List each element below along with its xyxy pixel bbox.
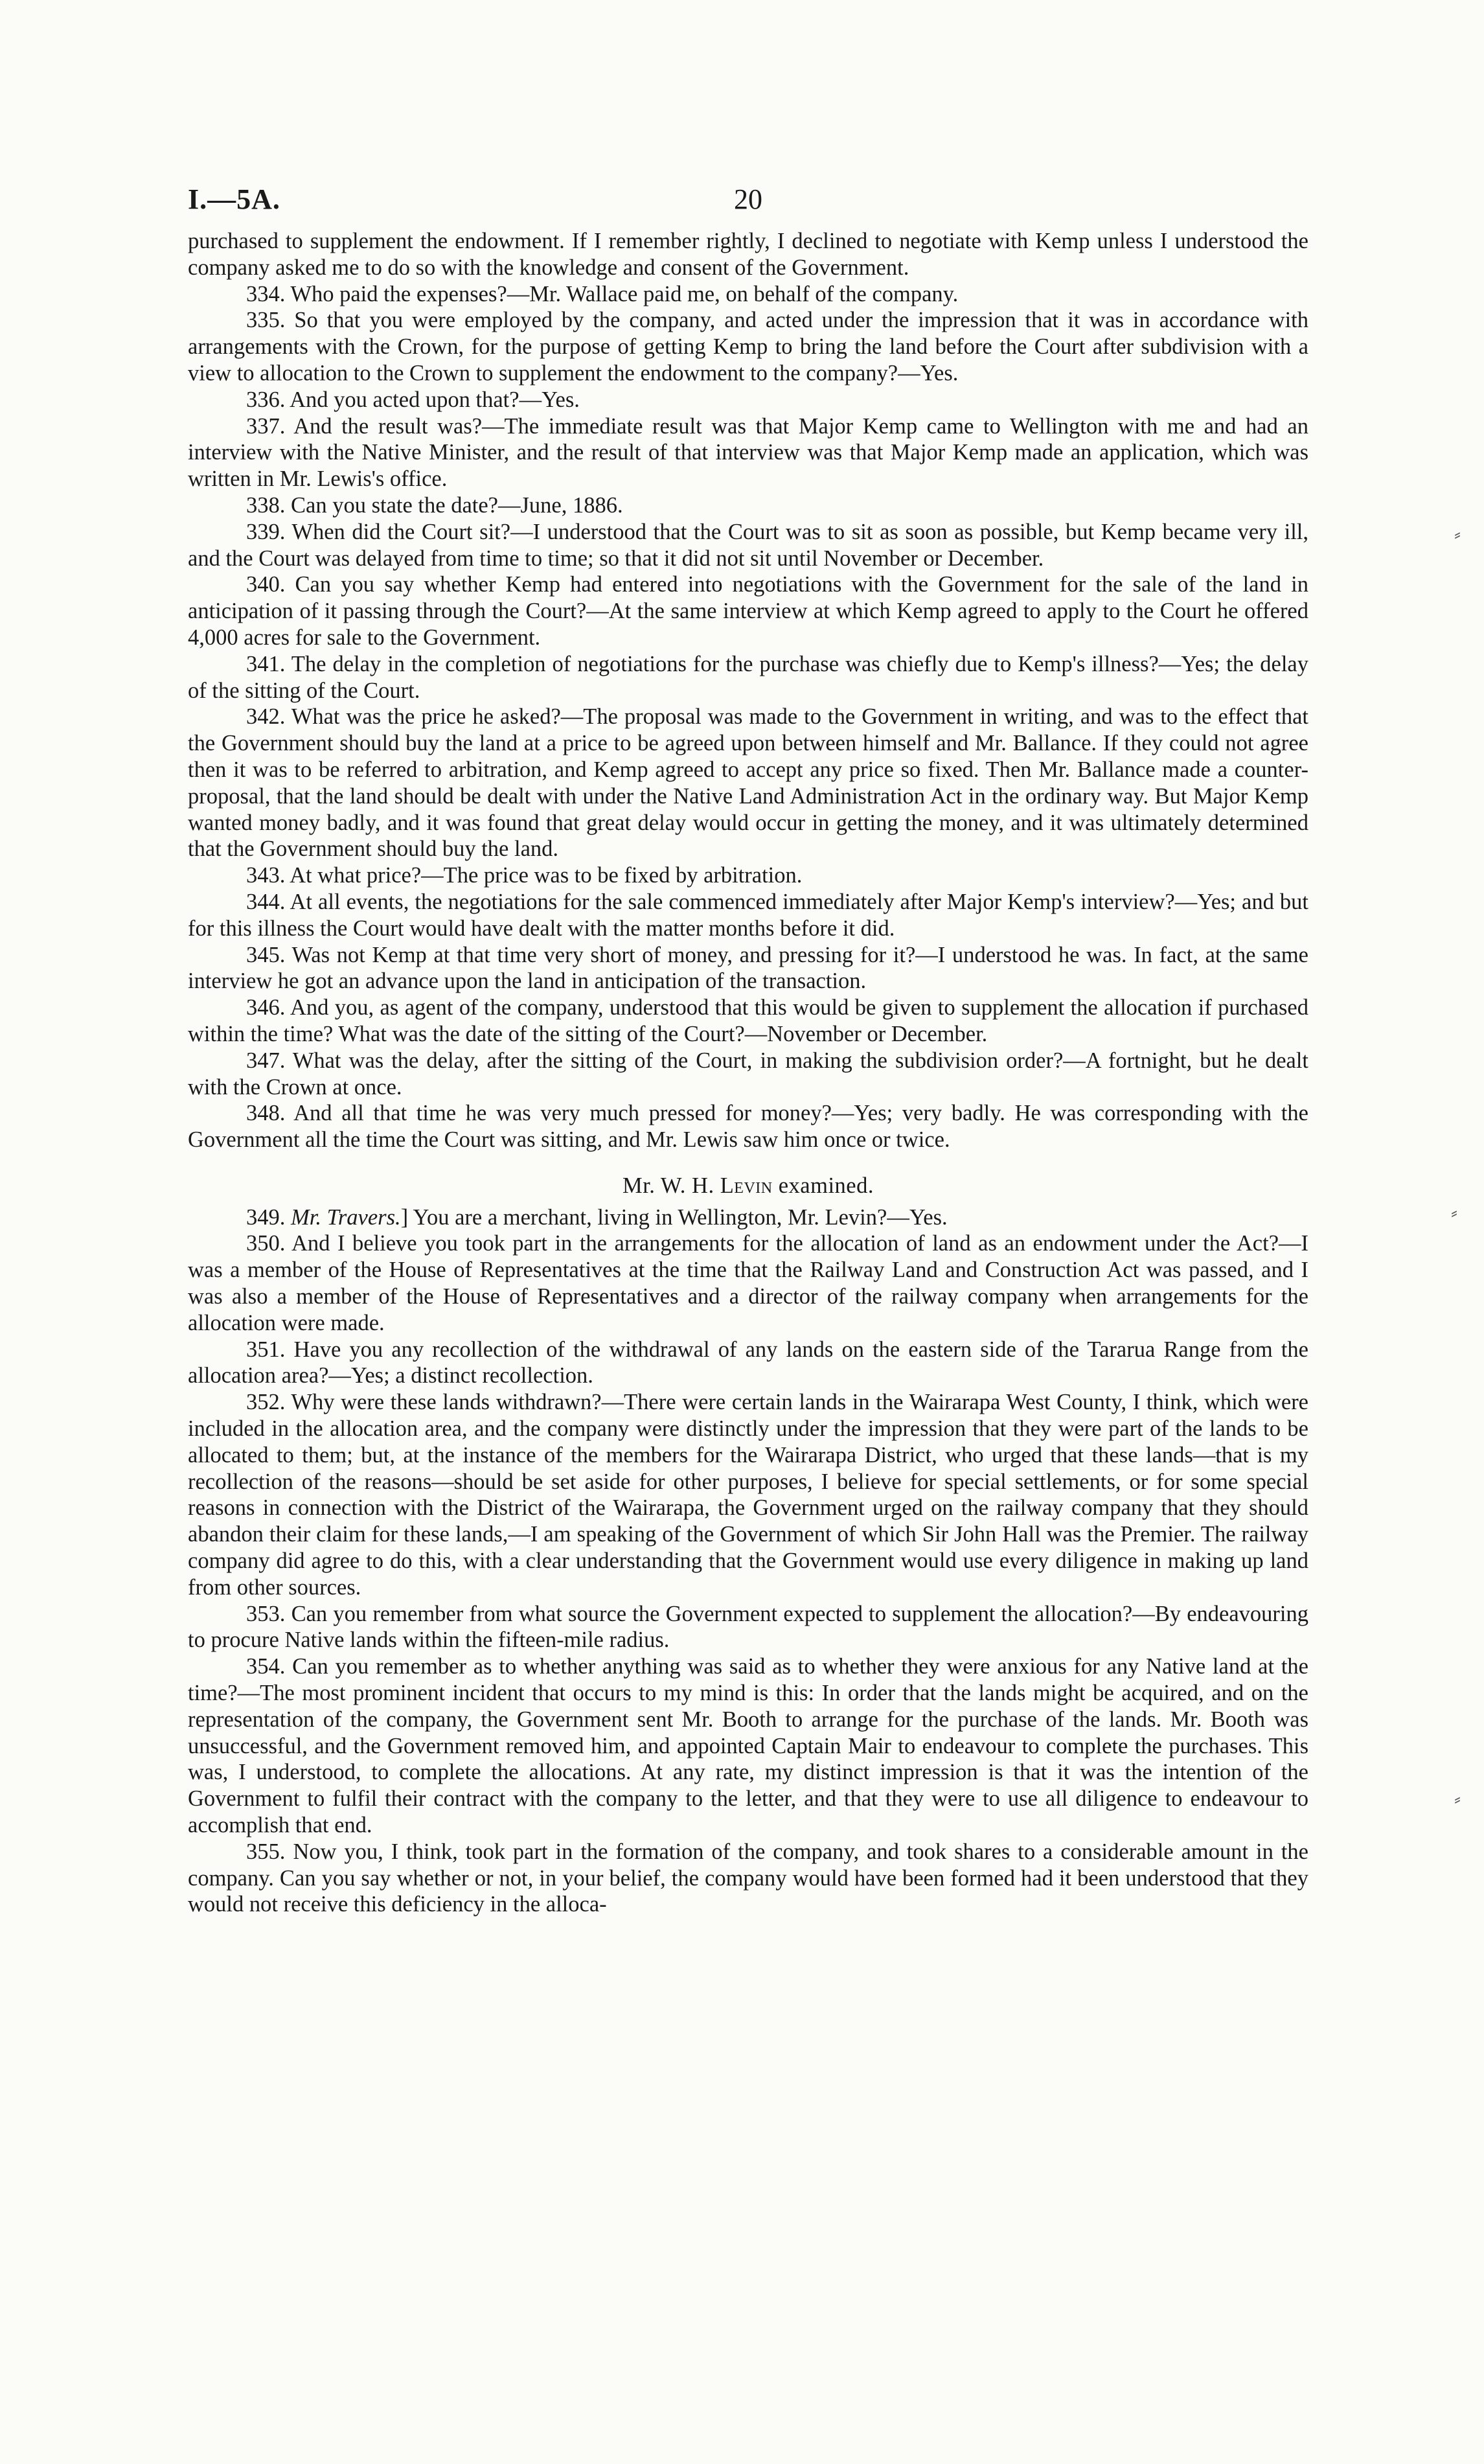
document-page [188, 183, 1308, 1918]
question-number: 349. [246, 1204, 291, 1230]
question-335: 335. So that you were employed by the company, and acted under the impression that it was in accordance with arrangements with the Crown, for the purpose of getting Kemp to bring the land before the Court after subdivision with a view to allocation to the Crown to supplement the endowment to the company?—Yes. [188, 308, 1308, 386]
question-355: 355. Now you, I think, took part in the formation of the company, and took shares to a considerable amount in the company. Can you say whether or not, in your belief, the company would have been formed had it been understood that they would not receive this deficiency in the alloca- [188, 1839, 1308, 1917]
question-348: 348. And all that time he was very much pressed for money?—Yes; very badly. He was corresponding with the Government all the time the Court was sitting, and Mr. Lewis saw him once or twice. [188, 1101, 1308, 1153]
question-345: 345. Was not Kemp at that time very short of money, and pressing for it?—I understood he was. In fact, at the same interview he got an advance upon the land in anticipation of the transaction. [188, 942, 1308, 994]
question-341: 341. The delay in the completion of negotiations for the purchase was chiefly due to Kemp's illness?—Yes; the delay of the sitting of the Court. [188, 651, 1308, 703]
question-347: 347. What was the delay, after the sitting of the Court, in making the subdivision order?—A fortnight, but he dealt with the Crown at once. [188, 1048, 1308, 1100]
question-338: 338. Can you state the date?—June, 1886. [246, 492, 623, 518]
heading-prefix: Mr. W. H. [622, 1173, 720, 1198]
question-340: 340. Can you say whether Kemp had entered into negotiations with the Government for the sale of the land in anticipation of it passing through the Court?—At the same interview at which Kemp agreed to apply to the Court he offered 4,000 acres for sale to the Government. [188, 572, 1308, 650]
question-349 [188, 1204, 1308, 1231]
question-342: 342. What was the price he asked?—The proposal was made to the Government in writing, and was to the effect that the Government should buy the land at a price to be agreed upon between himself and Mr. Ballance. If they could not agree then it was to be referred to arbitration, and Kemp agreed to accept any price so fixed. Then Mr. Ballance made a counter-proposal, that the land should be dealt with under the Native Land Administration Act in the ordinary way. But Major Kemp wanted money badly, and it was found that great delay would occur in getting the money, and it was ultimately determined that the Government should buy the land. [188, 704, 1308, 862]
speaker-name: Mr. Travers. [291, 1204, 401, 1230]
document-body [188, 228, 1308, 1918]
question-351: 351. Have you any recollection of the withdrawal of any lands on the eastern side of the Tararua Range from the allocation area?—Yes; a distinct recollection. [188, 1337, 1308, 1388]
page-number: 20 [734, 183, 762, 215]
question-339: 339. When did the Court sit?—I understood that the Court was to sit as soon as possible, but Kemp became very ill, and the Court was delayed from time to time; so that it did not sit until November or December. [188, 519, 1308, 571]
page-header [188, 183, 1308, 228]
margin-mark: ⸗ [1454, 524, 1461, 545]
margin-mark: ⸗ [1454, 1788, 1461, 1810]
question-353: 353. Can you remember from what source the Government expected to supplement the allocation?—By endeavouring to procure Native lands within the fifteen-mile radius. [188, 1601, 1308, 1653]
question-343: 343. At what price?—The price was to be fixed by arbitration. [246, 863, 803, 888]
margin-mark: ⸗ [1451, 1202, 1457, 1223]
question-334: 334. Who paid the expenses?—Mr. Wallace paid me, on behalf of the company. [246, 281, 959, 306]
question-346: 346. And you, as agent of the company, understood that this would be given to supplement the allocation if purchased within the time? What was the date of the sitting of the Court?—November or December. [188, 995, 1308, 1046]
question-352: 352. Why were these lands withdrawn?—There were certain lands in the Wairarapa West County, I think, which were included in the allocation area, and the company were distinctly under the impression that they were part of the lands to be allocated to them; but, at the instance of the members for the Wairarapa District, who urged that these lands—that is my recollection of the reasons—should be set aside for other purposes, I believe for special settlements, or for some special reasons in connection with the District of the Wairarapa, the Government urged on the railway company that they should abandon their claim for these lands,—I am speaking of the Government of which Sir John Hall was the Premier. The railway company did agree to do this, with a clear understanding that the Government would use every diligence in making up land from other sources. [188, 1390, 1308, 1600]
heading-suffix: examined. [772, 1173, 874, 1198]
section-heading [188, 1173, 1308, 1199]
heading-name: Levin [720, 1173, 773, 1198]
question-337: 337. And the result was?—The immediate result was that Major Kemp came to Wellington with me and had an interview with the Native Minister, and the result of that interview was that Major Kemp made an application, which was written in Mr. Lewis's office. [188, 413, 1308, 492]
paper-reference: I.—5A. [188, 183, 280, 215]
paragraph-continued: purchased to supplement the endowment. If I remember rightly, I declined to negotiate with Kemp unless I understood the company asked me to do so with the knowledge and consent of the Government. [188, 229, 1308, 280]
question-344: 344. At all events, the negotiations for the sale commenced immediately after Major Kemp's interview?—Yes; and but for this illness the Court would have dealt with the matter months before it did. [188, 889, 1308, 941]
question-text: ] You are a merchant, living in Wellington, Mr. Levin?—Yes. [400, 1204, 948, 1230]
question-354: 354. Can you remember as to whether anything was said as to whether they were anxious for any Native land at the time?—The most prominent incident that occurs to my mind is this: In order that the lands might be acquired, and on the representation of the company, the Government sent Mr. Booth to arrange for the purchase of the lands. Mr. Booth was unsuccessful, and the Government removed him, and appointed Captain Mair to endeavour to complete the purchases. This was, I understood, to complete the allocations. At any rate, my distinct impression is that it was the intention of the Government to fulfil their contract with the company to the letter, and that they were to use all diligence to endeavour to accomplish that end. [188, 1654, 1308, 1838]
question-336: 336. And you acted upon that?—Yes. [246, 387, 580, 412]
question-350: 350. And I believe you took part in the arrangements for the allocation of land as an endowment under the Act?—I was a member of the House of Representatives at the time that the Railway Land and Construction Act was passed, and I was also a member of the House of Representatives and a director of the railway company when arrangements for the allocation were made. [188, 1231, 1308, 1335]
